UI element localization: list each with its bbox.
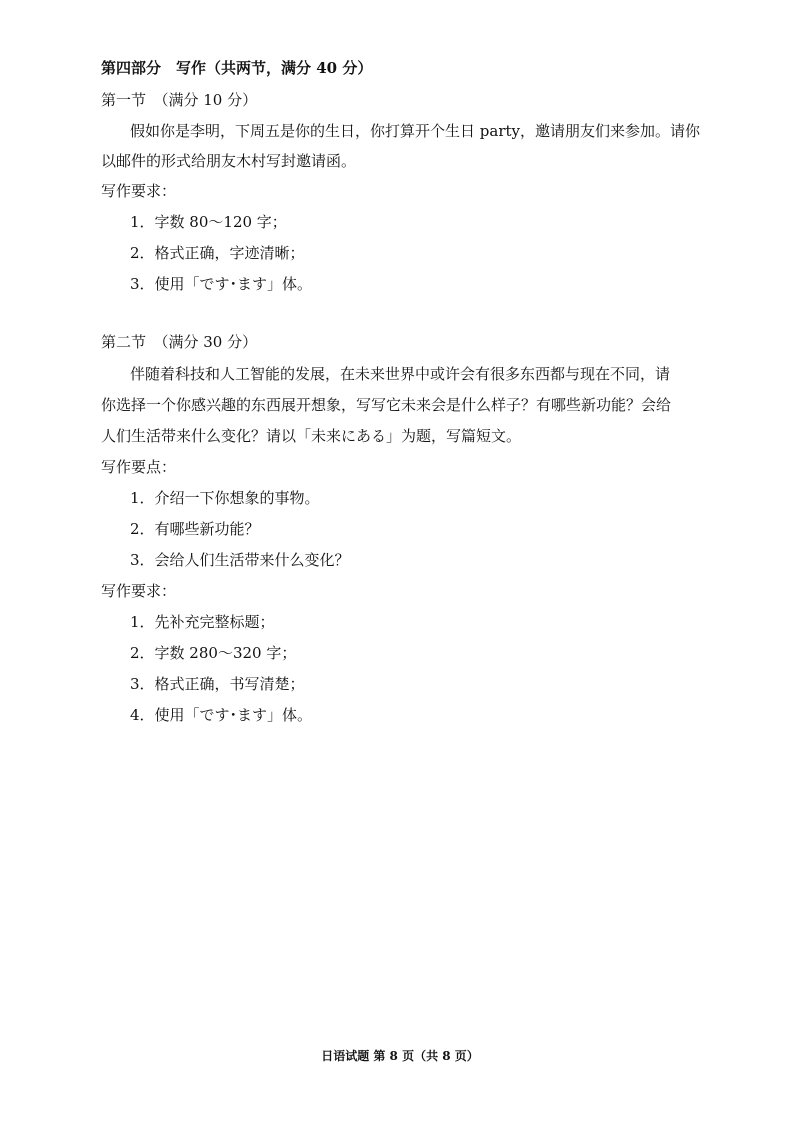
section2-requirement: 1．先补充完整标题； (130, 613, 275, 631)
section2-heading: 第二节 （满分 30 分） (101, 333, 258, 351)
section2-requirements-title: 写作要求： (101, 582, 177, 600)
section2-requirement: 3．格式正确，书写清楚； (130, 675, 305, 693)
section2-points-title: 写作要点： (101, 458, 177, 476)
section1-prompt-line1: 假如你是李明，下周五是你的生日，你打算开个生日 party，邀请朋友们来参加。请你 (130, 122, 700, 140)
section1-prompt-line2: 以邮件的形式给朋友木村写封邀请函。 (101, 152, 357, 170)
section2-point: 3．会给人们生活带来什么变化？ (130, 551, 350, 569)
section1-requirement: 1．字数 80～120 字； (130, 213, 287, 231)
section1-requirements-title: 写作要求： (101, 182, 177, 200)
part-title: 第四部分 写作（共两节，满分 40 分） (101, 59, 373, 77)
section1-requirement: 2．格式正确，字迹清晰； (130, 244, 305, 262)
section2-requirement: 4．使用「です･ます」体。 (130, 706, 313, 724)
section1-requirement: 3．使用「です･ます」体。 (130, 275, 313, 293)
page-footer: 日语试题 第 8 页（共 8 页） (321, 1049, 479, 1063)
section2-point: 1．介绍一下你想象的事物。 (130, 489, 320, 507)
section2-requirement: 2．字数 280～320 字； (130, 644, 297, 662)
section2-point: 2．有哪些新功能？ (130, 520, 260, 538)
section2-prompt-line2: 你选择一个你感兴趣的东西展开想象，写写它未来会是什么样子？有哪些新功能？会给 (101, 396, 672, 414)
section2-prompt-line3: 人们生活带来什么变化？请以「未来にある」为题，写篇短文。 (101, 427, 522, 445)
section1-heading: 第一节 （满分 10 分） (101, 91, 258, 109)
section2-prompt-line1: 伴随着科技和人工智能的发展，在未来世界中或许会有很多东西都与现在不同，请 (130, 365, 671, 383)
